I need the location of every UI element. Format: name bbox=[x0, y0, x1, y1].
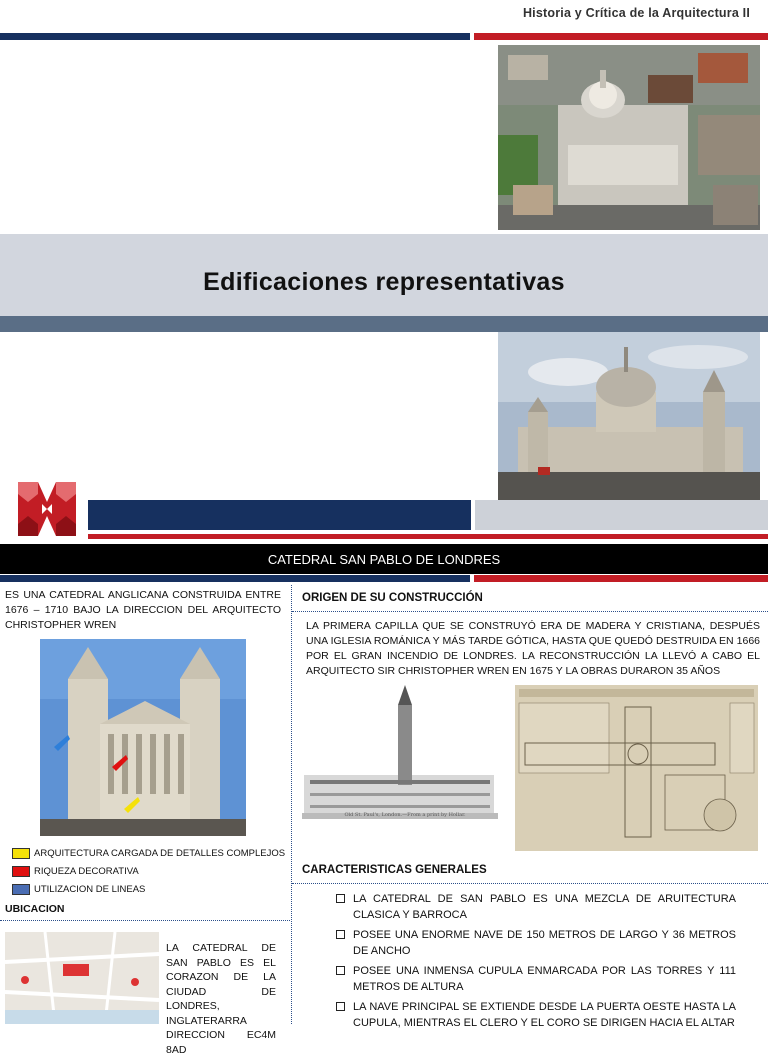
location-heading: UBICACION bbox=[5, 903, 65, 915]
checkbox-icon bbox=[336, 1002, 345, 1011]
engraving-caption: Old St. Paul's, London.—From a print by Hollar. bbox=[344, 812, 466, 818]
legend-item bbox=[12, 844, 292, 862]
yellow-swatch bbox=[12, 848, 30, 859]
list-item-text: POSEE UNA INMENSA CUPULA ENMARCADA POR LAS TORRES Y 111 METROS DE ALTURA bbox=[353, 965, 736, 993]
main-heading: Edificaciones representativas bbox=[203, 268, 565, 296]
header-bar-navy bbox=[0, 33, 470, 40]
characteristics-divider bbox=[292, 883, 768, 884]
title-strip bbox=[0, 316, 768, 332]
blue-swatch bbox=[12, 884, 30, 895]
legend-label: RIQUEZA DECORATIVA bbox=[34, 865, 139, 877]
checkbox-icon bbox=[336, 894, 345, 903]
origin-text: LA PRIMERA CAPILLA QUE SE CONSTRUYÓ ERA DE MADERA Y CRISTIANA, DESPUÉS UNA IGLESIA ROMÁNICA Y MÁS TARDE GÓTICA, HASTA QUE QUEDÓ DESTRUIDA EN 1666 POR EL GRAN INCENDIO DE LONDRES. LA RECONSTRUCCIÓN LA LLEVÓ A CABO EL ARQUITECTO SIR CHRISTOPHER WREN EN 1675 Y LA OBRAS DURARON 35 AÑOS bbox=[306, 620, 760, 677]
checkbox-icon bbox=[336, 966, 345, 975]
street-cathedral-photo bbox=[498, 332, 760, 500]
characteristics-heading: CARACTERISTICAS GENERALES bbox=[302, 864, 487, 876]
legend-item bbox=[12, 880, 292, 898]
legend-label: ARQUITECTURA CARGADA DE DETALLES COMPLEJOS bbox=[34, 847, 286, 859]
location-map bbox=[5, 932, 159, 1024]
red-swatch bbox=[12, 866, 30, 877]
list-item-text: POSEE UNA ENORME NAVE DE 150 METROS DE LARGO Y 36 METROS DE ANCHO bbox=[353, 929, 736, 957]
mid-bar-grey bbox=[475, 500, 768, 530]
mid-bar-red bbox=[88, 534, 768, 539]
location-divider bbox=[0, 920, 290, 921]
list-item-text: LA NAVE PRINCIPAL SE EXTIENDE DESDE LA PUERTA OESTE HASTA LA CUPULA, MIENTRAS EL CLERO Y EL CORO SE DIRIGEN HACIA EL ALTAR bbox=[353, 1001, 736, 1029]
section-bar-navy bbox=[0, 575, 470, 582]
legend-label: UTILIZACION DE LINEAS bbox=[34, 883, 146, 895]
origin-divider bbox=[292, 611, 768, 612]
checkbox-icon bbox=[336, 930, 345, 939]
origin-heading: ORIGEN DE SU CONSTRUCCIÓN bbox=[302, 592, 483, 604]
university-logo bbox=[16, 480, 78, 538]
facade-photo bbox=[40, 639, 246, 836]
cathedral-floor-plan bbox=[515, 685, 758, 851]
list-item bbox=[336, 927, 736, 959]
mid-bar-navy bbox=[88, 500, 471, 530]
course-title: Historia y Crítica de la Arquitectura II bbox=[522, 6, 750, 20]
legend-item bbox=[12, 862, 292, 880]
aerial-cathedral-photo bbox=[498, 45, 760, 230]
section-bar-red bbox=[474, 575, 768, 582]
location-text: LA CATEDRAL DE SAN PABLO ES EL CORAZON DE LA CIUDAD DE LONDRES, INGLATERARRA DIRECCION EC4M 8AD bbox=[166, 942, 276, 1056]
legend bbox=[12, 844, 292, 898]
list-item bbox=[336, 963, 736, 995]
list-item bbox=[336, 891, 736, 923]
list-item bbox=[336, 999, 736, 1031]
cathedral-title: CATEDRAL SAN PABLO DE LONDRES bbox=[267, 552, 501, 567]
column-divider bbox=[291, 585, 292, 1024]
characteristics-list bbox=[336, 891, 736, 1035]
header-bar-red bbox=[474, 33, 768, 40]
list-item-text: LA CATEDRAL DE SAN PABLO ES UNA MEZCLA DE ARUITECTURA CLASICA Y BARROCA bbox=[353, 893, 736, 921]
intro-text: ES UNA CATEDRAL ANGLICANA CONSTRUIDA ENTRE 1676 – 1710 BAJO LA DIRECCION DEL ARQUITECTO CHRISTOPHER WREN bbox=[5, 589, 281, 631]
